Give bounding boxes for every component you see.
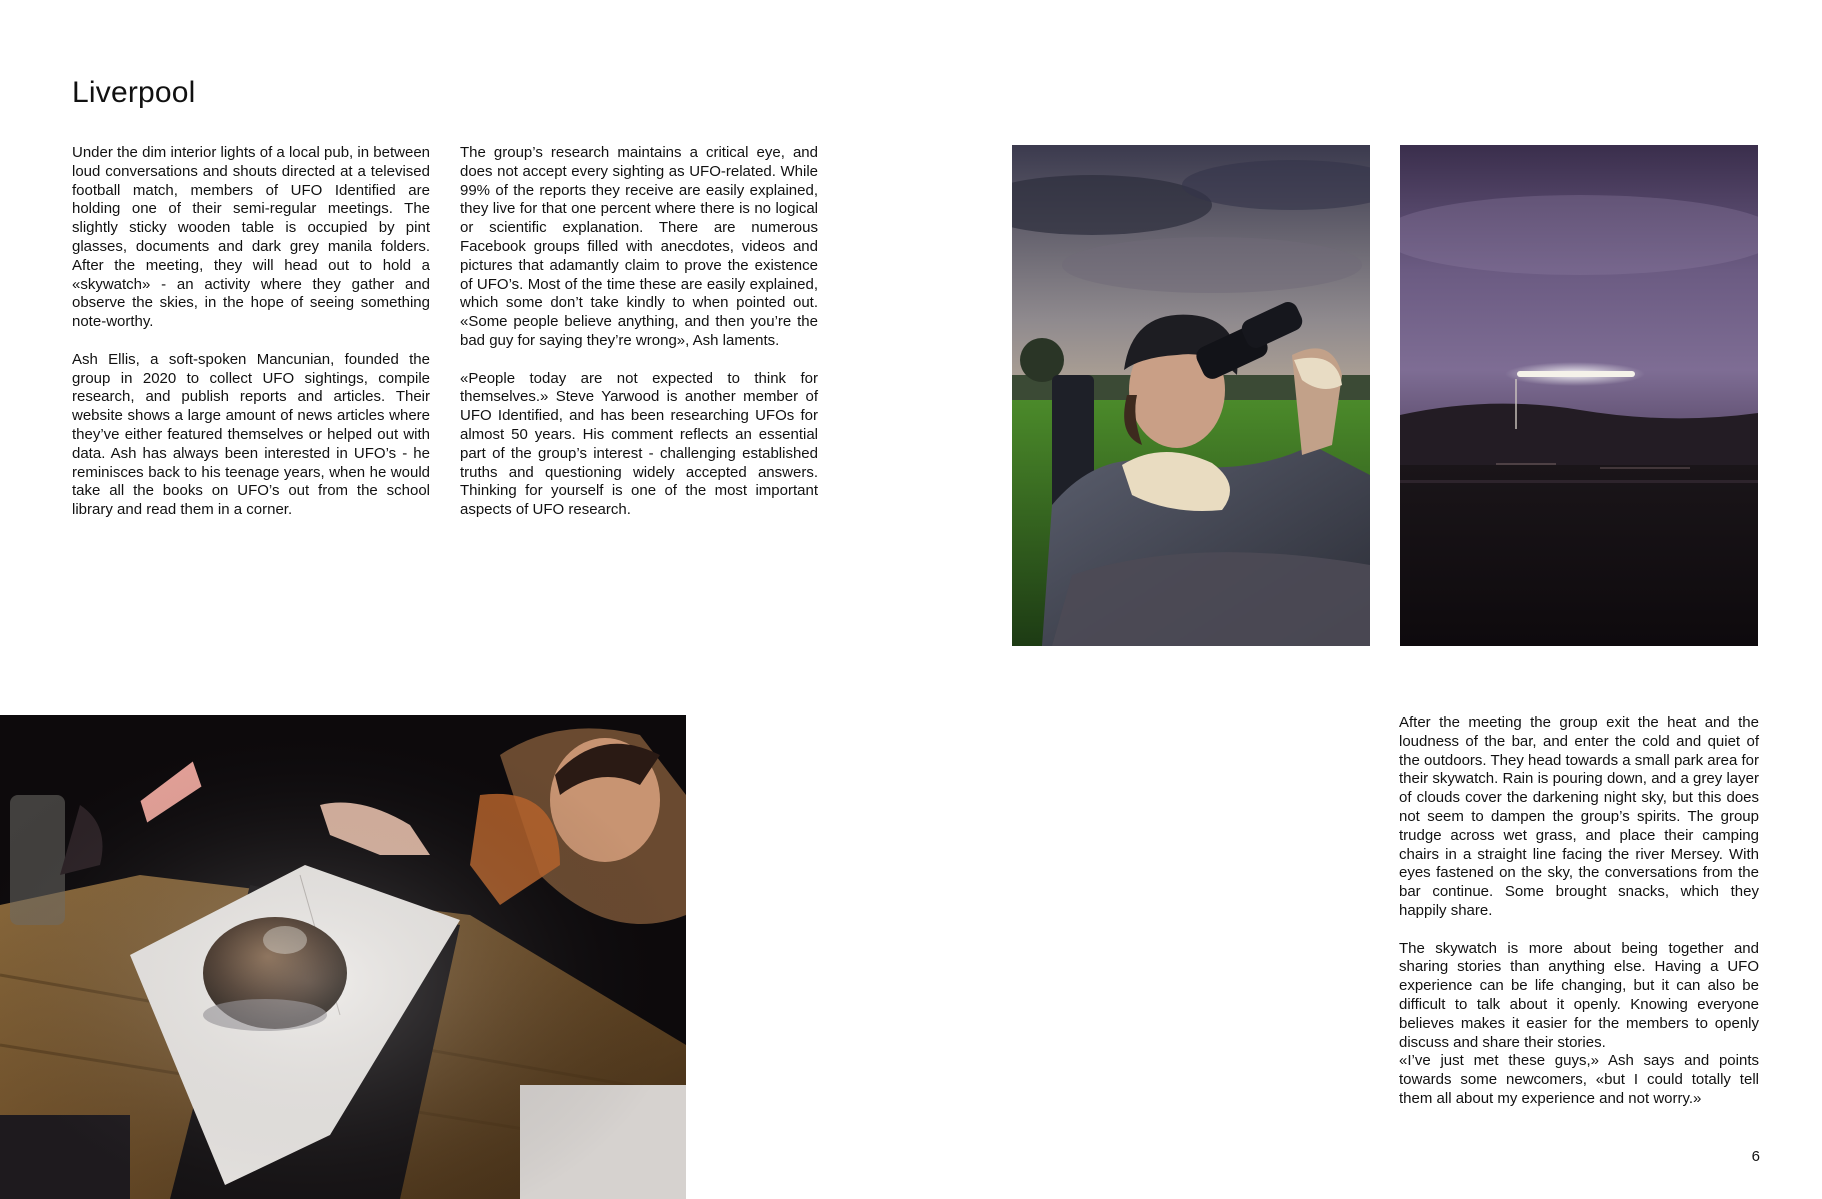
paragraph: Ash Ellis, a soft-spoken Mancunian, founded the group in 2020 to collect UFO sightings, compile research, and publish reports and articles. Their website shows a large amount of news articles where they’ve either featured themselves or helped out with data. Ash has always been interested in UFO’s - he reminisces back to his teenage years, when he would take all the books on UFO’s out from the school library and read them in a corner. [72, 350, 430, 519]
photo-man-with-binoculars [1012, 145, 1370, 646]
photo-rock-on-notebook-pub-table [0, 715, 686, 1199]
paragraph: Under the dim interior lights of a local pub, in between loud conversations and shouts directed at a televised football match, members of UFO Identified are holding one of their semi-regular meetings. The slightly sticky wooden table is occupied by pint glasses, documents and dark grey manila folders. After the meeting, they will head out to hold a «skywatch» - an activity where they gather and observe the skies, in the hope of seeing something note-worthy. [72, 144, 430, 331]
paragraph: After the meeting the group exit the heat and the loudness of the bar, and enter the cold and quiet of the outdoors. They head towards a small park area for their skywatch. Rain is pouring down, and a grey layer of clouds cover the darkening night sky, but this does not seem to dampen the group’s spirits. The group trudge across wet grass, and place their camping chairs in a straight line facing the river Mersey. With eyes fastened on the sky, the conversations from the bar continue. Some brought snacks, which they happily share. [1399, 714, 1759, 919]
article-column-left [72, 144, 430, 539]
paragraph: «People today are not expected to think for themselves.» Steve Yarwood is another member of UFO Identified, and has been researching UFOs for almost 50 years. His comment reflects an essential part of the group’s interest - challenging established truths and questioning widely accepted answers. Thinking for yourself is one of the most important aspects of UFO research. [460, 369, 818, 519]
photo-light-streak-night-sky [1400, 145, 1758, 646]
article-column-middle [460, 144, 818, 539]
paragraph: The group’s research maintains a critical eye, and does not accept every sighting as UFO-related. While 99% of the reports they receive are easily explained, they live for that one percent where there is no logical or scientific explanation. There are numerous Facebook groups filled with anecdotes, videos and pictures that adamantly claim to prove the existence of UFO’s. Most of the time these are easily explained, which some don’t take kindly to when pointed out. «Some people believe anything, and then you’re the bad guy for saying they’re wrong», Ash laments. [460, 144, 818, 349]
page-title: Liverpool [72, 76, 196, 109]
article-column-right [1399, 714, 1759, 1128]
paragraph: «I’ve just met these guys,» Ash says and points towards some newcomers, «but I could totally tell them all about my experience and not worry.» [1399, 1052, 1759, 1107]
page-number: 6 [1751, 1148, 1760, 1165]
paragraph: The skywatch is more about being together and sharing stories than anything else. Having a UFO experience can be life changing, but it can also be difficult to talk about it openly. Knowing everyone believes makes it easier for the members to openly discuss and share their stories. [1399, 939, 1759, 1051]
